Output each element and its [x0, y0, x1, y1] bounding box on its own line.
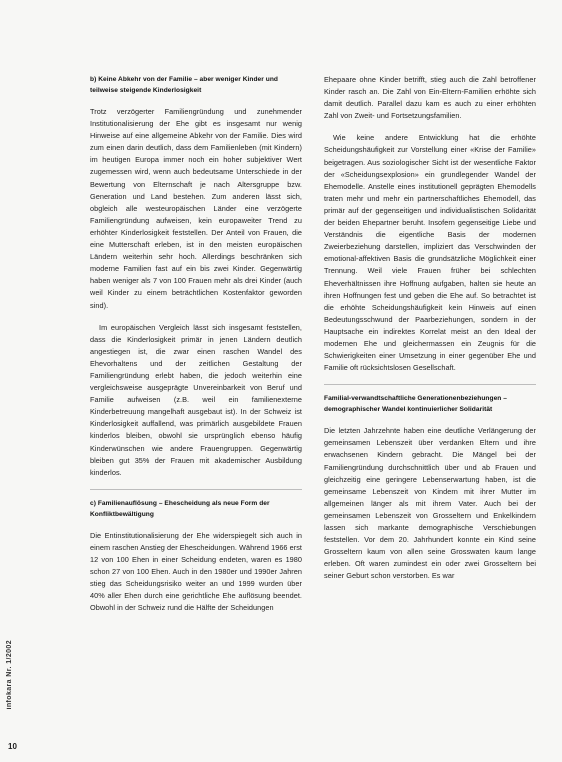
paragraph: Die Entinstitutionalisierung der Ehe widerspiegelt sich auch in einem raschen Anstieg der Ehescheidungen. Während 1966 erst 12 von 100 Ehen in einer Scheidung endeten, waren es 1980 schon 27 von 100 Ehen. Auch in den 1980er und 1990er Jahren stieg das Scheidungsrisiko weiter an und 1999 wurden über 40% aller Ehen durch eine gerichtliche Ehe auflösung beendet. Obwohl in der Schweiz rund die Hälfte der Scheidungen	[90, 530, 302, 613]
paragraph: Im europäischen Vergleich lässt sich insgesamt feststellen, dass die Kinderlosigkeit primär in jenen Ländern deutlich angestiegen ist, die zwar einen raschen Wandel des Ehevorhaltens und der zeitlichen Gestaltung der Familiengründung erlebt haben, die jedoch weiterhin eine vergleichsweise ausgeprägte Unvereinbarkeit von Beruf und Familie aufweisen (z.B. weil ein familienexterne Kinderbetreuung mangelhaft ausgebaut ist). In der Schweiz ist Kinderlosigkeit auffallend, was primärlich ausgebildete Frauen kinderlos bleiben, obwohl sie ursprünglich ebenso häufig Kinderwünschen wie andere Frauengruppen. Gegenwärtig bleiben gut 35% der Frauen mit akademischer Ausbildung kinderlos.	[90, 322, 302, 477]
section-heading-d: Familial-verwandtschaftliche Generationenbeziehungen – demographischer Wandel kontinuierlicher Solidarität	[324, 395, 507, 414]
paragraph: Die letzten Jahrzehnte haben eine deutliche Verlängerung der gemeinsamen Lebenszeit über verdanken Eltern und ihre erwachsenen Kindern gebracht. Die Mängel bei der Familiengründung durchschnittlich über und ab Frauen und gleichzeitig eine geringere Lebenserwartung haben, ist die gemeinsame Lebenszeit von Kindern mit ihrer Mutter im allgemeinen länger als mit ihrem Vater. Auch bei der gemeinsamen Lebenszeit von Grosseltern und Enkelkindern lassen sich markante demographische Verschiebungen feststellen. Vor dem 20. Jahrhundert konnte ein Kind seine Grosseltern kaum von allen seine Grosswaten kaum lange erleben. Oft waren zumindest ein oder zwei Grosseltern bei seiner Geburt schon verstorben. Es war	[324, 426, 536, 581]
paragraph: Trotz verzögerter Familiengründung und zunehmender Institutionalisierung der Ehe gibt es insgesamt nur wenig Hinweise auf eine allgemeine Abkehr von der Familie. Dies wird zum einen darin deutlich, dass dem Familienleben (mit Kindern) im heutigen Europa immer noch ein hoher subjektiver Wert zugemessen wird, wenn auch bedeutsame Unterschiede in der Bewertung von Elternschaft je nach Altersgruppe bzw. Generation und Land bestehen. Zum anderen lässt sich, obgleich alle westeuropäischen Länder eine verzögerte Familiengründung aufweisen, kein europaweiter Trend zu erhöhter Kinderlosigkeit feststellen. Der Anteil von Frauen, die eine Mutterschaft erleben, ist in den meisten europäischen Ländern weiterhin sehr hoch. Allerdings beschränken sich moderne Familien fast auf ein bis zwei Kinder. Gegenwärtig haben weniger als 7 von 100 Frauen mehr als drei Kinder (auch weil Kinder zu einem beträchtlichen Kostenfaktor geworden sind).	[90, 107, 302, 310]
section-heading-b: b) Keine Abkehr von der Familie – aber weniger Kinder und teilweise steigende Kinderlosigkeit	[90, 76, 279, 94]
divider	[324, 384, 536, 385]
paragraph: Wie keine andere Entwicklung hat die erhöhte Scheidungshäufigkeit zur Vorstellung einer «Krise der Familie» beigetragen. Aus soziologischer Sicht ist der wesentliche Faktor der «Scheidungsexplosion» ein grundlegender Wandel der Ehemodelle. Anstelle eines institutionell geprägten Ehemodells traten mehr und mehr ein partnerschaftliches Ehemodell, das primär auf der gegenseitigen und individualistischen Solidarität der beiden Ehepartner beruht. Insofern gegenseitige Liebe und Verständnis die eigentliche Basis der modernen Zweierbeziehung darstellen, impliziert das Verschwinden der emotional-affektiven Basis die grundsätzliche Möglichkeit einer Trennung. Weil viele Frauen früher bei schlechten Eheverhältnissen ihre Hoffnung aufgaben, halten sie heute an ihren Hoffnungen fest und geben die Ehe auf. So betrachtet ist die erhöhte Scheidungshäufigkeit kein Hinweis auf einen Bedeutungsschwund der Paarbeziehungen, sondern in der Hauptsache ein indirektes Korrelat meist an den Ideal der modernen Ehe und gleichermassen ein Zeugnis für die Schwierigkeiten einer Umsetzung in einer gegenüber Ehe und Familie oft rücksichtslosen Gesellschaft.	[324, 133, 536, 373]
right-column	[324, 74, 536, 592]
divider	[90, 489, 302, 490]
paragraph: Ehepaare ohne Kinder betrifft, stieg auch die Zahl betroffener Kinder rasch an. Die Zahl von Ein-Eltern-Familien erhöhte sich damit deutlich. Parallel dazu kam es auch zu einer erhöhten Zahl von Zweit- und Fortsetzungsfamilien.	[324, 75, 536, 121]
section-heading-c: c) Familienauflösung – Ehescheidung als neue Form der Konfliktbewältigung	[90, 499, 270, 518]
journal-sidebar-label: infokara Nr. 1/2002	[6, 640, 13, 710]
left-column	[90, 74, 302, 624]
page-number: 10	[8, 742, 17, 751]
